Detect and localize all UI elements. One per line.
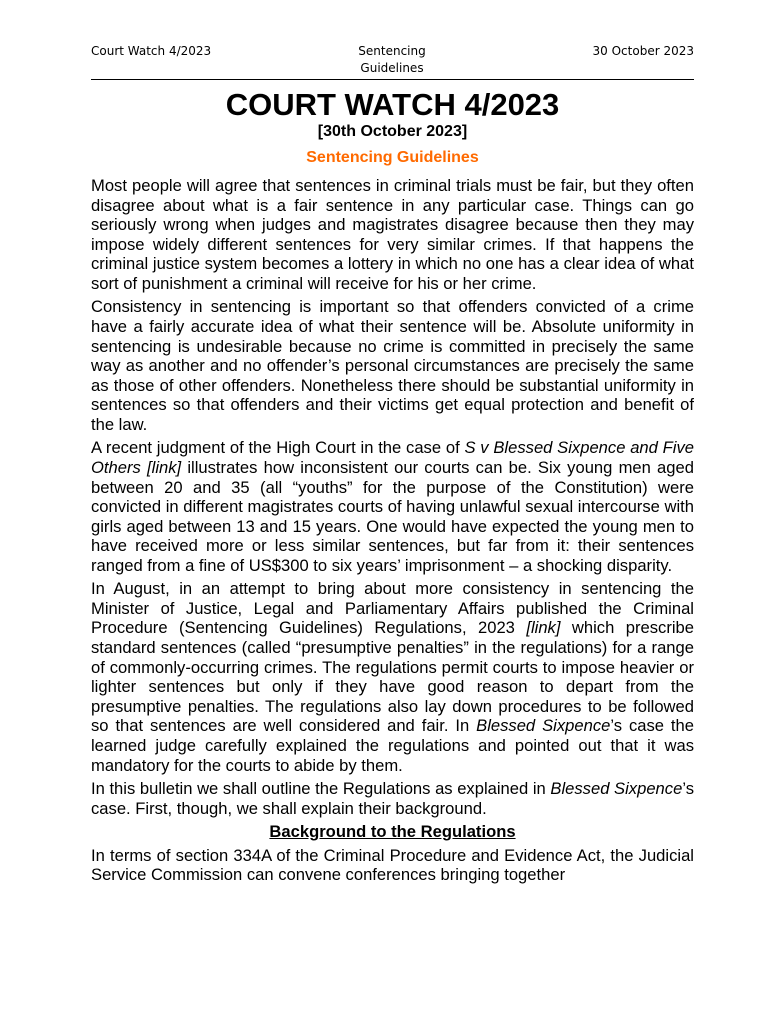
- paragraph-3-text-a: A recent judgment of the High Court in the case of: [91, 438, 465, 458]
- case-name-sixpence: S v Blessed Sixpence and Five Others: [91, 438, 695, 477]
- document-title: COURT WATCH 4/2023: [225, 87, 560, 122]
- paragraph-6: In terms of section 334A of the Criminal Procedure and Evidence Act, the Judicial Service Commission can convene conferences bringing together: [91, 845, 694, 885]
- paragraph-4-text-a: In August, in an attempt to bring about more consistency in sentencing the Minister of Justice, Legal and Parliamentary Affairs published the Criminal Procedure (Sentencing Guidelines) Regulations, 2023: [91, 579, 694, 638]
- paragraph-4-text-c: ’s case the learned judge carefully explained the regulations and pointed out that it was mandatory for the courts to abide by them.: [91, 716, 694, 775]
- paragraph-5-text-a: In this bulletin we shall outline the Regulations as explained in: [91, 779, 551, 798]
- paragraph-3: [91, 438, 694, 575]
- document-subtitle: Sentencing Guidelines: [306, 149, 479, 166]
- section-heading: Background to the Regulations: [269, 821, 516, 841]
- case-name-blessed-sixpence-2: Blessed Sixpence: [550, 779, 683, 798]
- document-date: [30th October 2023]: [317, 123, 468, 140]
- document-body: [91, 176, 694, 889]
- paragraph-1: Most people will agree that sentences in criminal trials must be fair, but they often disagree about what is a fair sentence in any particular case. Things can go seriously wrong when judges and magistrates disagree because then they may impose widely different sentences for very similar crimes. If that happens the criminal justice system becomes a lottery in which no one has a clear idea of what sort of punishment a criminal will receive for his or her crime.: [91, 176, 694, 293]
- paragraph-4-text-b: which prescribe standard sentences (called “presumptive penalties” in the regulations) for a range of commonly-occurring crimes. The regulations permit courts to impose heavier or lighter sentences but only if they have good reason to depart from the presumptive penalties. The regulations also lay down procedures to be followed so that sentences are well considered and fair. In: [91, 618, 694, 736]
- paragraph-5: [91, 779, 694, 818]
- header-left: Court Watch 4/2023: [91, 44, 212, 58]
- paragraph-5-text-b: ’s case. First, though, we shall explain their background.: [91, 779, 694, 818]
- judgment-link[interactable]: [link]: [147, 457, 182, 477]
- case-name-blessed-sixpence: Blessed Sixpence: [476, 716, 611, 736]
- page-header: [91, 43, 694, 80]
- paragraph-3-text-b: illustrates how inconsistent our courts can be. Six young men aged between 20 and 35 (all “youths” for the purpose of the Constitution) were convicted in different magistrates courts of having unlawful sexual intercourse with girls aged between 13 and 15 years. One would have expected the young men to have received more or less similar sentences, but far from it: their sentences ranged from a fine of US$300 to six years’ imprisonment – a shocking disparity.: [91, 457, 694, 575]
- paragraph-2: Consistency in sentencing is important so that offenders convicted of a crime have a fairly accurate idea of what their sentence will be. Absolute uniformity in sentencing is undesirable because no crime is committed in precisely the same way as another and no offender’s personal circumstances are precisely the same as those of other offenders. Nonetheless there should be substantial uniformity in sentences so that offenders and their victims get equal protection and benefit of the law.: [91, 297, 694, 434]
- paragraph-4: [91, 579, 694, 775]
- header-center: Sentencing Guidelines: [358, 44, 426, 75]
- header-right: 30 October 2023: [592, 44, 694, 58]
- regulations-link[interactable]: [link]: [526, 618, 561, 638]
